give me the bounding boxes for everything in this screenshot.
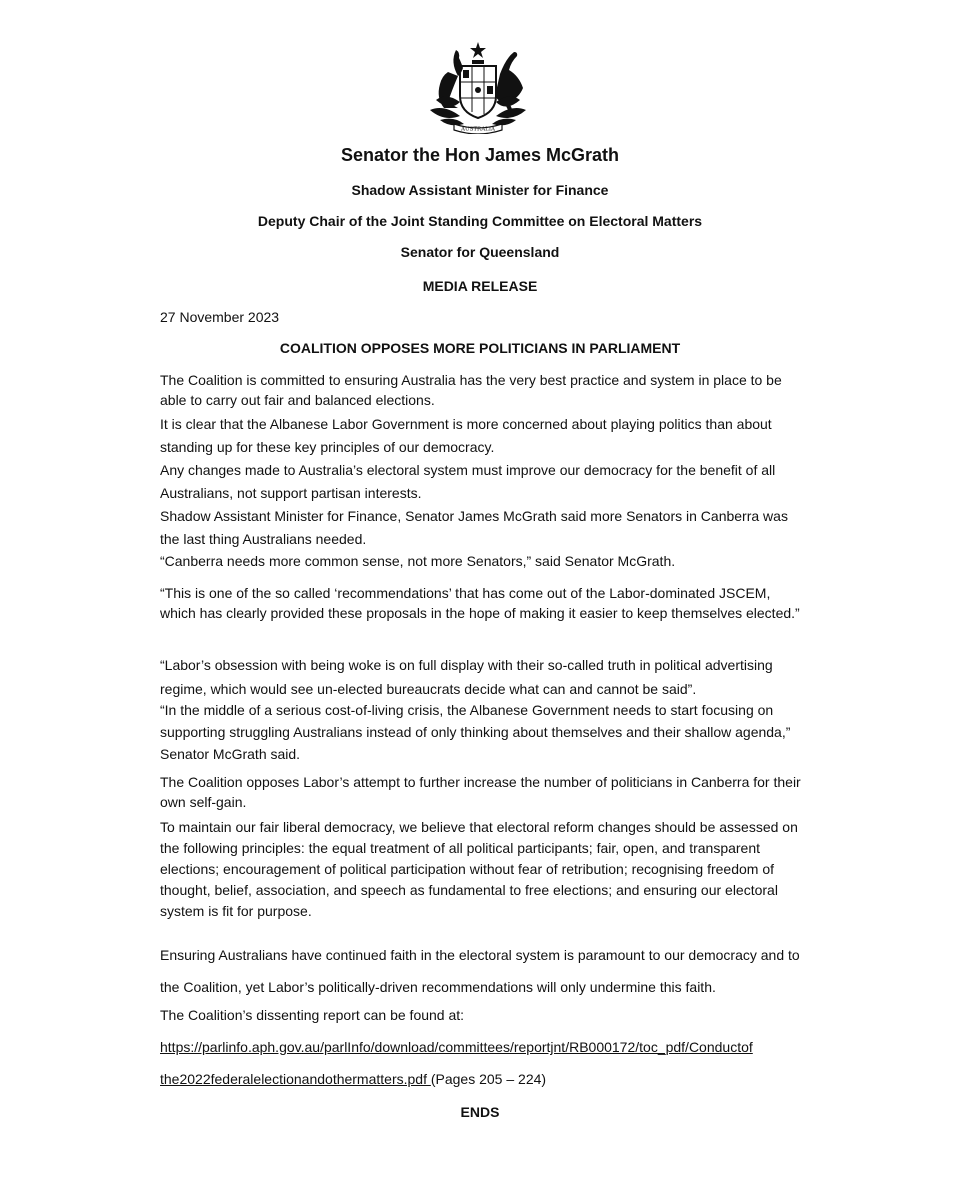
report-link-filename[interactable]: the2022federalelectionandothermatters.pdf — [160, 1071, 431, 1087]
paragraph: Ensuring Australians have continued faith in the electoral system is paramount to our democracy and to the Coalition, yet Labor’s politically-driven recommendations will only undermine this faith. — [160, 947, 800, 995]
release-date: 27 November 2023 — [160, 309, 280, 325]
report-link[interactable]: https://parlinfo.aph.gov.au/parlInfo/download/committees/reportjnt/RB000172/toc_pdf/Conductof — [160, 1039, 753, 1055]
coat-of-arms-icon — [416, 40, 540, 134]
paragraph: “In the middle of a serious cost-of-living crisis, the Albanese Government needs to start focusing on supporting struggling Australians instead of only thinking about themselves and their shallow agenda,” Senator McGrath said. — [160, 702, 791, 762]
paragraph: It is clear that the Albanese Labor Government is more concerned about playing politics than about standing up for these key principles of our democracy. — [160, 416, 772, 455]
paragraph: The Coalition is committed to ensuring Australia has the very best practice and system in place to be able to carry out fair and balanced elections. — [160, 372, 782, 408]
paragraph: “Labor’s obsession with being woke is on full display with their so-called truth in political advertising regime, which would see un-elected bureaucrats decide what can and cannot be said”. — [160, 657, 773, 697]
paragraph: The Coalition’s dissenting report can be found at: — [160, 1007, 465, 1023]
paragraph: Shadow Assistant Minister for Finance, Senator James McGrath said more Senators in Canberra was the last thing Australians needed. — [160, 508, 788, 547]
paragraph: The Coalition opposes Labor’s attempt to further increase the number of politicians in Canberra for their own self-gain. — [160, 774, 801, 810]
svg-text:AUSTRALIA: AUSTRALIA — [461, 126, 495, 133]
title-senator-for-queensland: Senator for Queensland — [400, 244, 560, 260]
title-deputy-chair: Deputy Chair of the Joint Standing Committee on Electoral Matters — [257, 213, 703, 229]
paragraph: To maintain our fair liberal democracy, we believe that electoral reform changes should be assessed on the following principles: the equal treatment of all political participants; fair, open, and transparent elections; encouragement of political participation without fear of retribution; recognising freedom of thought, belief, association, and speech as fundamental to free elections; and ensuring our electoral system is fit for purpose. — [160, 819, 798, 919]
report-pages: (Pages 205 – 224) — [430, 1071, 547, 1087]
release-type: MEDIA RELEASE — [422, 278, 538, 294]
senator-name: Senator the Hon James McGrath — [340, 145, 620, 165]
paragraph: “Canberra needs more common sense, not more Senators,” said Senator McGrath. — [160, 553, 676, 569]
report-link-continued — [160, 1071, 546, 1087]
paragraph: “This is one of the so called ‘recommendations’ that has come out of the Labor-dominated JSCEM, which has clearly provided these proposals in the hope of making it easier to keep themselves elected.” — [160, 585, 800, 621]
paragraph: Any changes made to Australia’s electoral system must improve our democracy for the benefit of all Australians, not support partisan interests. — [160, 462, 776, 501]
ends-marker: ENDS — [460, 1104, 500, 1120]
title-shadow-assistant-minister: Shadow Assistant Minister for Finance — [351, 182, 609, 198]
headline: COALITION OPPOSES MORE POLITICIANS IN PARLIAMENT — [279, 340, 681, 356]
